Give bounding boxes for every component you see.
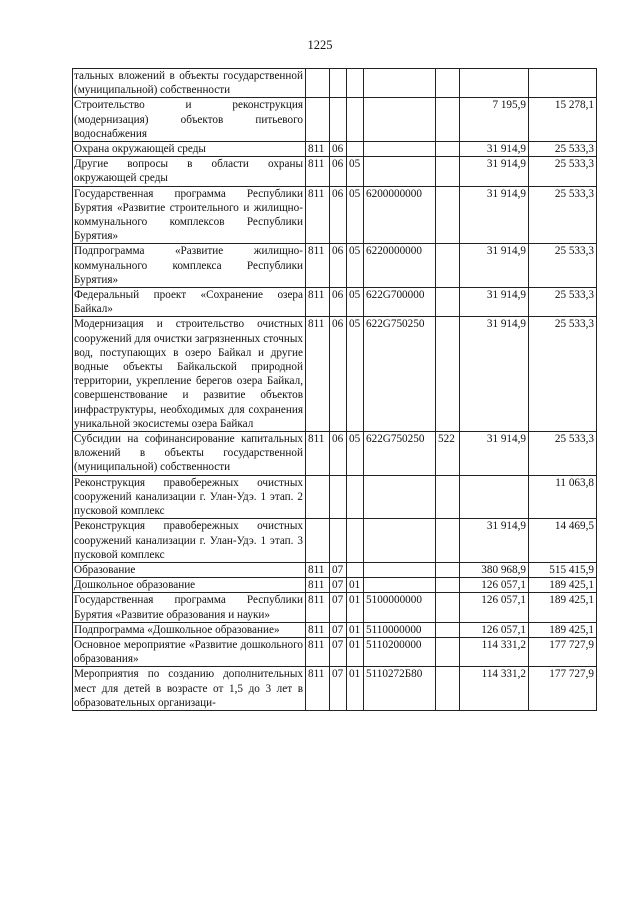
section-code-cell: 07 <box>330 578 347 593</box>
admin-code-cell: 811 <box>306 622 330 637</box>
table-row <box>73 69 597 98</box>
expense-type-cell <box>436 475 460 519</box>
section-code-cell: 07 <box>330 622 347 637</box>
expense-type-cell <box>436 69 460 98</box>
expense-type-cell <box>436 98 460 142</box>
target-code-cell <box>364 142 436 157</box>
admin-code-cell: 811 <box>306 244 330 288</box>
row-name-cell: Государственная программа Республики Бурятия «Развитие образования и науки» <box>73 593 306 622</box>
amount-year2-cell <box>529 69 597 98</box>
admin-code-cell: 811 <box>306 637 330 666</box>
table-row <box>73 622 597 637</box>
subsection-code-cell: 05 <box>347 288 364 317</box>
table-row <box>73 475 597 519</box>
budget-table <box>72 68 597 711</box>
expense-type-cell: 522 <box>436 432 460 476</box>
amount-year2-cell: 14 469,5 <box>529 519 597 563</box>
section-code-cell <box>330 519 347 563</box>
admin-code-cell: 811 <box>306 157 330 186</box>
amount-year1-cell: 126 057,1 <box>460 622 529 637</box>
row-name-cell: Дошкольное образование <box>73 578 306 593</box>
row-name-cell: Подпрограмма «Дошкольное образование» <box>73 622 306 637</box>
subsection-code-cell: 01 <box>347 593 364 622</box>
amount-year2-cell: 177 727,9 <box>529 667 597 711</box>
amount-year1-cell: 31 914,9 <box>460 317 529 432</box>
amount-year1-cell <box>460 69 529 98</box>
row-name-cell: Государственная программа Республики Бурятия «Развитие строительного и жилищно-коммунального комплексов Республики Бурятия» <box>73 186 306 244</box>
section-code-cell: 06 <box>330 142 347 157</box>
target-code-cell: 6220000000 <box>364 244 436 288</box>
table-row <box>73 578 597 593</box>
amount-year1-cell <box>460 475 529 519</box>
amount-year1-cell: 7 195,9 <box>460 98 529 142</box>
section-code-cell: 07 <box>330 593 347 622</box>
target-code-cell <box>364 562 436 577</box>
table-row <box>73 432 597 476</box>
expense-type-cell <box>436 667 460 711</box>
admin-code-cell: 811 <box>306 317 330 432</box>
expense-type-cell <box>436 578 460 593</box>
amount-year1-cell: 31 914,9 <box>460 157 529 186</box>
section-code-cell: 07 <box>330 637 347 666</box>
table-row <box>73 637 597 666</box>
amount-year1-cell: 31 914,9 <box>460 142 529 157</box>
target-code-cell: 5100000000 <box>364 593 436 622</box>
subsection-code-cell <box>347 562 364 577</box>
amount-year1-cell: 31 914,9 <box>460 288 529 317</box>
target-code-cell: 5110000000 <box>364 622 436 637</box>
table-row <box>73 317 597 432</box>
expense-type-cell <box>436 157 460 186</box>
admin-code-cell: 811 <box>306 186 330 244</box>
admin-code-cell <box>306 519 330 563</box>
expense-type-cell <box>436 593 460 622</box>
target-code-cell <box>364 578 436 593</box>
table-row <box>73 593 597 622</box>
expense-type-cell <box>436 244 460 288</box>
table-row <box>73 288 597 317</box>
table-row <box>73 244 597 288</box>
admin-code-cell: 811 <box>306 562 330 577</box>
subsection-code-cell: 01 <box>347 578 364 593</box>
target-code-cell: 5110200000 <box>364 637 436 666</box>
admin-code-cell: 811 <box>306 432 330 476</box>
expense-type-cell <box>436 186 460 244</box>
amount-year2-cell: 11 063,8 <box>529 475 597 519</box>
expense-type-cell <box>436 142 460 157</box>
amount-year2-cell: 189 425,1 <box>529 622 597 637</box>
admin-code-cell: 811 <box>306 142 330 157</box>
subsection-code-cell: 05 <box>347 157 364 186</box>
row-name-cell: Реконструкция правобережных очистных сооружений канализации г. Улан-Удэ. 1 этап. 2 пусковой комплекс <box>73 475 306 519</box>
page-number: 1225 <box>307 38 333 52</box>
subsection-code-cell <box>347 519 364 563</box>
subsection-code-cell: 05 <box>347 186 364 244</box>
subsection-code-cell <box>347 475 364 519</box>
table-row <box>73 186 597 244</box>
section-code-cell: 07 <box>330 562 347 577</box>
section-code-cell <box>330 69 347 98</box>
expense-type-cell <box>436 288 460 317</box>
row-name-cell: Охрана окружающей среды <box>73 142 306 157</box>
row-name-cell: Субсидии на софинансирование капитальных вложений в объекты государственной (муниципальной) собственности <box>73 432 306 476</box>
target-code-cell <box>364 157 436 186</box>
amount-year1-cell: 380 968,9 <box>460 562 529 577</box>
section-code-cell: 06 <box>330 244 347 288</box>
row-name-cell: Другие вопросы в области охраны окружающей среды <box>73 157 306 186</box>
admin-code-cell: 811 <box>306 578 330 593</box>
subsection-code-cell <box>347 98 364 142</box>
subsection-code-cell: 05 <box>347 244 364 288</box>
table-row <box>73 519 597 563</box>
amount-year2-cell: 189 425,1 <box>529 593 597 622</box>
admin-code-cell: 811 <box>306 593 330 622</box>
amount-year1-cell: 114 331,2 <box>460 637 529 666</box>
target-code-cell <box>364 69 436 98</box>
amount-year1-cell: 31 914,9 <box>460 432 529 476</box>
amount-year2-cell: 25 533,3 <box>529 317 597 432</box>
target-code-cell: 622G750250 <box>364 432 436 476</box>
target-code-cell <box>364 475 436 519</box>
table-row <box>73 562 597 577</box>
section-code-cell: 07 <box>330 667 347 711</box>
admin-code-cell <box>306 69 330 98</box>
amount-year2-cell: 25 533,3 <box>529 142 597 157</box>
amount-year2-cell: 515 415,9 <box>529 562 597 577</box>
amount-year2-cell: 25 533,3 <box>529 186 597 244</box>
table-body <box>73 69 597 711</box>
admin-code-cell <box>306 475 330 519</box>
section-code-cell <box>330 475 347 519</box>
section-code-cell <box>330 98 347 142</box>
target-code-cell: 6200000000 <box>364 186 436 244</box>
section-code-cell: 06 <box>330 317 347 432</box>
amount-year2-cell: 15 278,1 <box>529 98 597 142</box>
section-code-cell: 06 <box>330 432 347 476</box>
amount-year1-cell: 31 914,9 <box>460 244 529 288</box>
target-code-cell <box>364 519 436 563</box>
amount-year2-cell: 25 533,3 <box>529 157 597 186</box>
expense-type-cell <box>436 637 460 666</box>
target-code-cell: 622G700000 <box>364 288 436 317</box>
expense-type-cell <box>436 519 460 563</box>
subsection-code-cell <box>347 69 364 98</box>
subsection-code-cell <box>347 142 364 157</box>
row-name-cell: Мероприятия по созданию дополнительных мест для детей в возрасте от 1,5 до 3 лет в образовательных организаци- <box>73 667 306 711</box>
subsection-code-cell: 01 <box>347 637 364 666</box>
amount-year2-cell: 189 425,1 <box>529 578 597 593</box>
section-code-cell: 06 <box>330 157 347 186</box>
amount-year1-cell: 31 914,9 <box>460 519 529 563</box>
expense-type-cell <box>436 317 460 432</box>
row-name-cell: Федеральный проект «Сохранение озера Байкал» <box>73 288 306 317</box>
row-name-cell: Реконструкция правобережных очистных сооружений канализации г. Улан-Удэ. 1 этап. 3 пусковой комплекс <box>73 519 306 563</box>
expense-type-cell <box>436 562 460 577</box>
admin-code-cell: 811 <box>306 288 330 317</box>
target-code-cell <box>364 98 436 142</box>
row-name-cell: Основное мероприятие «Развитие дошкольного образования» <box>73 637 306 666</box>
admin-code-cell: 811 <box>306 667 330 711</box>
row-name-cell: Образование <box>73 562 306 577</box>
row-name-cell: Строительство и реконструкция (модернизация) объектов питьевого водоснабжения <box>73 98 306 142</box>
subsection-code-cell: 05 <box>347 317 364 432</box>
row-name-cell: Подпрограмма «Развитие жилищно-коммунального комплекса Республики Бурятия» <box>73 244 306 288</box>
table-row <box>73 142 597 157</box>
amount-year1-cell: 31 914,9 <box>460 186 529 244</box>
amount-year1-cell: 114 331,2 <box>460 667 529 711</box>
amount-year2-cell: 25 533,3 <box>529 244 597 288</box>
section-code-cell: 06 <box>330 186 347 244</box>
row-name-cell: тальных вложений в объекты государственной (муниципальной) собственности <box>73 69 306 98</box>
admin-code-cell <box>306 98 330 142</box>
subsection-code-cell: 05 <box>347 432 364 476</box>
target-code-cell: 622G750250 <box>364 317 436 432</box>
section-code-cell: 06 <box>330 288 347 317</box>
table-row <box>73 157 597 186</box>
target-code-cell: 5110272Б80 <box>364 667 436 711</box>
amount-year1-cell: 126 057,1 <box>460 593 529 622</box>
amount-year1-cell: 126 057,1 <box>460 578 529 593</box>
expense-type-cell <box>436 622 460 637</box>
subsection-code-cell: 01 <box>347 622 364 637</box>
table-row <box>73 667 597 711</box>
row-name-cell: Модернизация и строительство очистных сооружений для очистки загрязненных сточных вод, поступающих в озеро Байкал и другие водные объекты Байкальской природной территории, укрепление берегов озера Байкал, совершенствование и развитие объектов инфраструктуры, необходимых для сохранения уникальной экосистемы озера Байкал <box>73 317 306 432</box>
table-row <box>73 98 597 142</box>
subsection-code-cell: 01 <box>347 667 364 711</box>
amount-year2-cell: 25 533,3 <box>529 288 597 317</box>
amount-year2-cell: 177 727,9 <box>529 637 597 666</box>
amount-year2-cell: 25 533,3 <box>529 432 597 476</box>
